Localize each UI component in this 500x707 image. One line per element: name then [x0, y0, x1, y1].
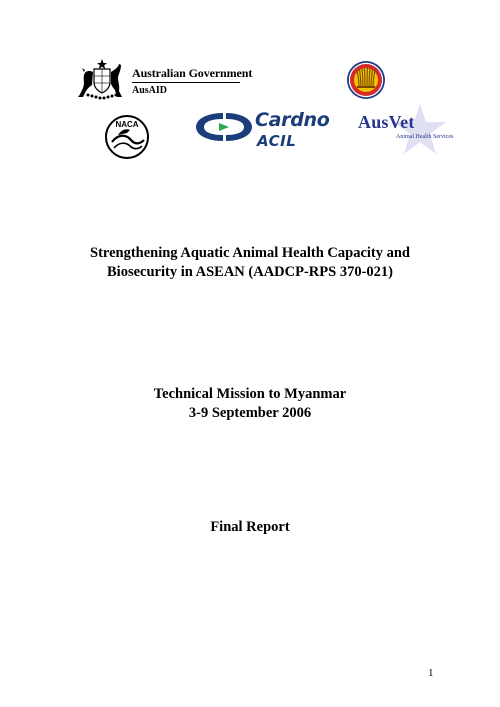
naca-logo-icon — [104, 114, 150, 160]
cardno-swoosh-icon — [193, 110, 255, 146]
naca-label: NACA — [115, 120, 139, 129]
ausvet-logo — [356, 104, 456, 156]
ausvet-subtitle: Animal Health Services — [396, 134, 454, 140]
coat-of-arms-icon — [74, 58, 130, 100]
australian-government-label: Australian Government — [132, 66, 253, 80]
australian-government-logo — [74, 58, 253, 100]
asean-emblem-icon — [346, 60, 386, 100]
report-title — [0, 244, 500, 282]
mission-title — [0, 385, 500, 423]
mission-name: Technical Mission to Myanmar — [153, 386, 347, 402]
report-type: Final Report — [210, 519, 290, 535]
ausvet-label: AusVet — [358, 112, 415, 132]
cardno-acil-logo — [193, 108, 353, 150]
report-title-line-2: Biosecurity in ASEAN (AADCP-RPS 370-021) — [107, 264, 393, 280]
cardno-label: Cardno — [255, 109, 330, 131]
mission-dates: 3-9 September 2006 — [188, 405, 312, 421]
acil-label: ACIL — [257, 132, 297, 150]
report-title-line-1: Strengthening Aquatic Animal Health Capacity and — [90, 245, 410, 261]
ausaid-label: AusAID — [132, 85, 168, 96]
divider — [132, 82, 240, 83]
naca-logo — [104, 114, 150, 160]
page-number: 1 — [428, 667, 434, 679]
